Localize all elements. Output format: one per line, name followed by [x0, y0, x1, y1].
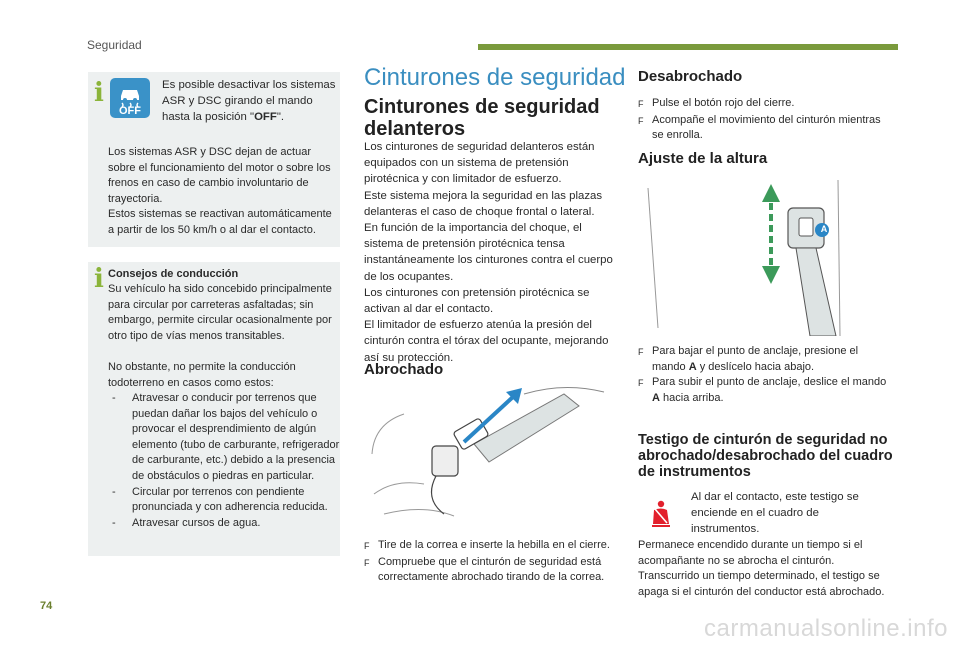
header-bar [478, 44, 898, 50]
section-title-testigo: Testigo de cinturón de seguridad no abrochado/desabrochado del cuadro de instrumentos [638, 432, 893, 480]
list-item: - Atravesar cursos de agua. [112, 516, 261, 529]
buckle-illustration [364, 384, 616, 532]
page-number: 74 [40, 600, 53, 612]
info-box-asr [88, 72, 340, 247]
label-a: A [820, 224, 828, 234]
list-item: - Circular por terrenos con pendiente pronunciada y con adherencia reducida. [112, 485, 328, 514]
watermark: carmanualsonline.info [704, 615, 948, 642]
list-item: F Acompañe el movimiento del cinturón mientras se enrolla. [638, 113, 881, 142]
seatbelt-warning-icon [645, 498, 675, 528]
section-title-abrochado: Abrochado [364, 361, 444, 378]
section-title-desabrochado: Desabrochado [638, 68, 743, 85]
list-item: F Pulse el botón rojo del cierre. [638, 97, 795, 109]
list-item: F Para subir el punto de anclaje, deslice el mando A hacia arriba. [638, 376, 887, 404]
ajuste-list [638, 344, 888, 406]
testigo-intro-text: Al dar el contacto, este testigo se enciende en el cuadro de instrumentos. [691, 491, 859, 536]
section-title-front-belts: Cinturones de seguridad delanteros [364, 96, 600, 140]
testigo-text: Permanece encendido durante un tiempo si el acompañante no se abrocha el cinturón. Transcurrido un tiempo determinado, el testigo se apaga si el cinturón del conductor está abrochado. [638, 539, 885, 598]
asr-paragraph-1: Los sistemas ASR y DSC dejan de actuar sobre el funcionamiento del motor o sobre los frenos en caso de cambio involuntario de trayectoria. [108, 146, 331, 205]
abrochado-list [364, 538, 620, 586]
list-item: F Compruebe que el cinturón de seguridad está correctamente abrochado tirando de la correa. [364, 555, 605, 584]
driving-tips-list [108, 391, 340, 531]
info-icon: i [94, 78, 104, 108]
asr-paragraph-2: Estos sistemas se reactivan automáticamente a partir de los 50 km/h o al dar el contacto. [108, 208, 332, 236]
list-item: F Tire de la correa e inserte la hebilla en el cierre. [364, 539, 610, 551]
page-title: Cinturones de seguridad [364, 64, 626, 91]
front-belts-text: Los cinturones de seguridad delanteros están equipados con un sistema de pretensión pirotécnica y con limitador de esfuerzo. Este sistema mejora la seguridad en las plazas delanteras el caso de choque frontal o lateral. En función de la importancia del choque, el sistema de pretensión pirotécnica tensa instantáneamente los cinturones contra el cuerpo de los ocupantes. Los cinturones con pretensión pirotécnica se activan al dar el contacto. El limitador de esfuerzo atenúa la presión del cinturón contra el tórax del ocupante, mejorando así su protección. [364, 141, 613, 364]
section-title-ajuste: Ajuste de la altura [638, 150, 768, 167]
asr-off-icon [110, 78, 150, 118]
asr-off-text: Es posible desactivar los sistemas ASR y DSC girando el mando hasta la posición "OFF". [162, 79, 336, 124]
desabrochado-list [638, 96, 888, 144]
driving-tips-paragraph-2: No obstante, no permite la conducción todoterreno en casos como estos: [108, 361, 296, 389]
list-item: - Atravesar o conducir por terrenos que puedan dañar los bajos del vehículo o provocar el desprendimiento de algún elemento (tubo de carburante, refrigerador de carburante, etc.) debido a la presencia de obstáculos o piedras en particular. [112, 392, 340, 482]
off-label: OFF [119, 105, 141, 117]
driving-tips-paragraph-1: Su vehículo ha sido concebido principalmente para circular por carreteras asfaltadas; sin embargo, permite circular ocasionalmente por otro tipo de vías menos transitables. [108, 283, 332, 342]
height-adjust-illustration [638, 178, 890, 336]
info-icon: i [94, 264, 104, 294]
section-label: Seguridad [87, 38, 142, 52]
info-box-driving-tips [88, 262, 340, 556]
driving-tips-title: Consejos de conducción [108, 268, 239, 280]
list-item: F Para bajar el punto de anclaje, presione el mando A y deslícelo hacia abajo. [638, 345, 859, 373]
